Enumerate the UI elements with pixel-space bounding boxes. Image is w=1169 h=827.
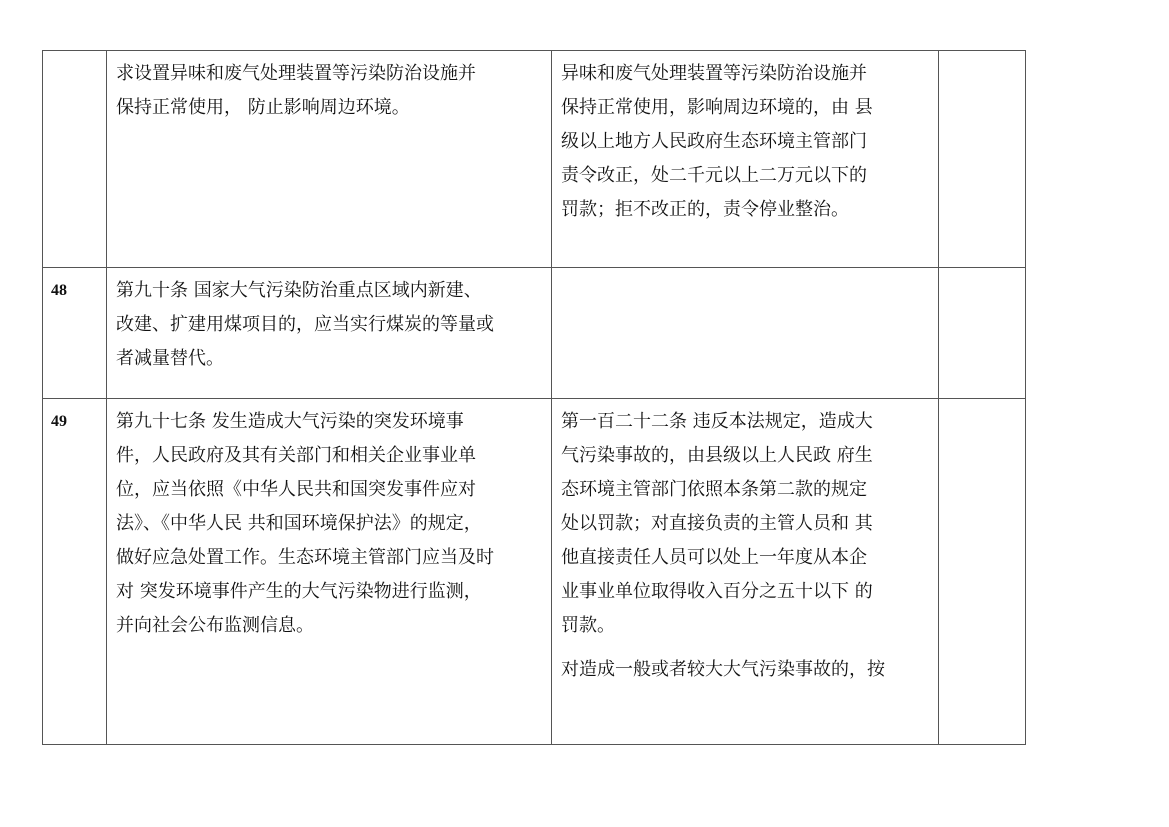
row-number-cell (43, 399, 107, 745)
penalty-text-cell (552, 399, 939, 745)
penalty-line: 气污染事故的，由县级以上人民政 府生 (561, 445, 873, 466)
law-line: 对 突发环境事件产生的大气污染物进行监测， (116, 581, 482, 602)
law-line: 第九十条 国家大气污染防治重点区域内新建、 (116, 280, 482, 301)
row-number: 48 (51, 282, 67, 299)
law-line: 位，应当依照《中华人民共和国突发事件应对 (116, 479, 476, 500)
penalty-line: 他直接责任人员可以处上一年度从本企 (561, 547, 867, 568)
penalty-line: 态环境主管部门依照本条第二款的规定 (561, 479, 867, 500)
row-number-cell (43, 51, 107, 268)
law-line: 做好应急处置工作。生态环境主管部门应当及时 (116, 547, 494, 568)
penalty-text-cell (552, 268, 939, 399)
penalty-line: 异味和废气处理装置等污染防治设施并 (561, 63, 867, 84)
law-line: 求设置异味和废气处理装置等污染防治设施并 (116, 63, 476, 84)
law-line: 第九十七条 发生造成大气污染的突发环境事 (116, 411, 464, 432)
law-line: 改建、扩建用煤项目的，应当实行煤炭的等量或 (116, 314, 494, 335)
penalty-line: 第一百二十二条 违反本法规定，造成大 (561, 411, 873, 432)
law-line: 法》、《中华人民 共和国环境保护法》的规定， (116, 513, 482, 534)
penalty-text-cell (552, 51, 939, 268)
table-row (43, 51, 1026, 268)
penalty-line: 业事业单位取得收入百分之五十以下 的 (561, 581, 873, 602)
law-line: 保持正常使用， 防止影响周边环境。 (116, 97, 410, 118)
regulation-table (42, 50, 1026, 745)
note-cell (939, 268, 1026, 399)
table-row (43, 399, 1026, 745)
row-number: 49 (51, 413, 67, 430)
penalty-line: 罚款；拒不改正的，责令停业整治。 (561, 199, 849, 220)
law-line: 件，人民政府及其有关部门和相关企业事业单 (116, 445, 476, 466)
law-line: 者减量替代。 (116, 348, 224, 369)
row-number-cell (43, 268, 107, 399)
penalty-line: 处以罚款；对直接负责的主管人员和 其 (561, 513, 873, 534)
penalty-line: 保持正常使用，影响周边环境的，由 县 (561, 97, 873, 118)
note-cell (939, 51, 1026, 268)
penalty-line: 罚款。 (561, 615, 615, 636)
law-line: 并向社会公布监测信息。 (116, 615, 314, 636)
law-text-cell (107, 399, 552, 745)
table-row (43, 268, 1026, 399)
row-number (43, 51, 106, 63)
note-cell (939, 399, 1026, 745)
law-text-cell (107, 51, 552, 268)
law-text-cell (107, 268, 552, 399)
penalty-line: 级以上地方人民政府生态环境主管部门 (561, 131, 867, 152)
penalty-line: 责令改正，处二千元以上二万元以下的 (561, 165, 867, 186)
penalty-line: 对造成一般或者较大大气污染事故的，按 (561, 659, 885, 680)
